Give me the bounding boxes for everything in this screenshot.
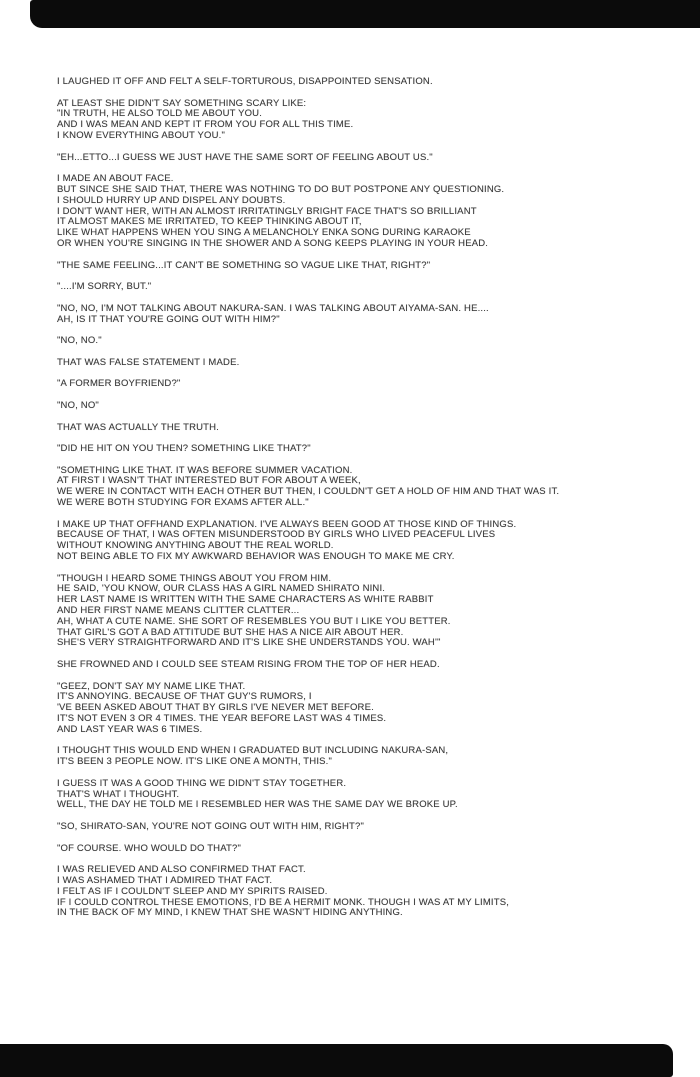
text-line: IN THE BACK OF MY MIND, I KNEW THAT SHE WASN'T HIDING ANYTHING. <box>57 907 403 919</box>
text-line: I LAUGHED IT OFF AND FELT A SELF-TORTUROUS, DISAPPOINTED SENSATION. <box>57 76 433 87</box>
text-line: OR WHEN YOU'RE SINGING IN THE SHOWER AND A SONG KEEPS PLAYING IN YOUR HEAD. <box>57 237 489 249</box>
text-line: "NO, NO" <box>57 399 99 411</box>
text-line: THAT'S WHAT I THOUGHT. <box>57 788 180 800</box>
text-line: AH, IS IT THAT YOU'RE GOING OUT WITH HIM?" <box>57 313 280 325</box>
text-line: "SO, SHIRATO-SAN, YOU'RE NOT GOING OUT WITH HIM, RIGHT?" <box>57 820 365 832</box>
text-line: "NO, NO, I'M NOT TALKING ABOUT NAKURA-SAN. I WAS TALKING ABOUT AIYAMA-SAN. HE.... <box>57 302 489 314</box>
text-line: WE WERE IN CONTACT WITH EACH OTHER BUT THEN, I COULDN'T GET A HOLD OF HIM AND THAT WAS IT. <box>57 486 560 498</box>
text-line: "OF COURSE. WHO WOULD DO THAT?" <box>57 842 242 854</box>
text-line: AT LEAST SHE DIDN'T SAY SOMETHING SCARY LIKE: <box>57 97 307 109</box>
text-line: I WAS RELIEVED AND ALSO CONFIRMED THAT FACT. <box>57 864 306 876</box>
text-line: THAT WAS ACTUALLY THE TRUTH. <box>57 421 219 433</box>
text-line: I SHOULD HURRY UP AND DISPEL ANY DOUBTS. <box>57 194 286 206</box>
text-line: I MAKE UP THAT OFFHAND EXPLANATION. I'VE ALWAYS BEEN GOOD AT THOSE KIND OF THINGS. <box>57 518 517 530</box>
text-line: I FELT AS IF I COULDN'T SLEEP AND MY SPIRITS RAISED. <box>57 885 328 897</box>
text-line <box>57 142 690 153</box>
text-line: BECAUSE OF THAT, I WAS OFTEN MISUNDERSTOOD BY GIRLS WHO LIVED PEACEFUL LIVES <box>57 529 496 541</box>
text-line: "THOUGH I HEARD SOME THINGS ABOUT YOU FROM HIM. <box>57 572 332 584</box>
text-line <box>57 833 690 844</box>
text-line: "GEEZ, DON'T SAY MY NAME LIKE THAT. <box>57 680 246 692</box>
text-line: 'VE BEEN ASKED ABOUT THAT BY GIRLS I'VE NEVER MET BEFORE. <box>57 702 374 714</box>
text-line <box>57 325 690 336</box>
text-line: AND HER FIRST NAME MEANS CLITTER CLATTER... <box>57 605 300 617</box>
text-line: LIKE WHAT HAPPENS WHEN YOU SING A MELANCHOLY ENKA SONG DURING KARAOKE <box>57 227 471 239</box>
scan-edge-top-bar <box>30 0 700 28</box>
text-line <box>57 271 690 282</box>
text-line: I DON'T WANT HER, WITH AN ALMOST IRRITATINGLY BRIGHT FACE THAT'S SO BRILLIANT <box>57 205 477 217</box>
text-line: BUT SINCE SHE SAID THAT, THERE WAS NOTHING TO DO BUT POSTPONE ANY QUESTIONING. <box>57 183 505 195</box>
text-line: WITHOUT KNOWING ANYTHING ABOUT THE REAL WORLD. <box>57 540 334 552</box>
text-line: AND LAST YEAR WAS 6 TIMES. <box>57 723 203 735</box>
text-line: IF I COULD CONTROL THESE EMOTIONS, I'D BE A HERMIT MONK. THOUGH I WAS AT MY LIMITS, <box>57 896 510 908</box>
text-line: AND I WAS MEAN AND KEPT IT FROM YOU FOR ALL THIS TIME. <box>57 119 354 131</box>
text-line <box>57 412 690 423</box>
text-line: "SOMETHING LIKE THAT. IT WAS BEFORE SUMMER VACATION. <box>57 464 353 476</box>
text-line: SHE'S VERY STRAIGHTFORWARD AND IT'S LIKE SHE UNDERSTANDS YOU. WAH'" <box>57 637 441 649</box>
text-line: THAT WAS FALSE STATEMENT I MADE. <box>57 356 240 368</box>
text-line <box>57 88 690 99</box>
text-line <box>57 390 690 401</box>
scan-edge-bottom-bar <box>0 1044 673 1077</box>
text-line: I THOUGHT THIS WOULD END WHEN I GRADUATED BUT INCLUDING NAKURA-SAN, <box>57 745 449 757</box>
text-line: "DID HE HIT ON YOU THEN? SOMETHING LIKE THAT?" <box>57 443 311 455</box>
text-line: AT FIRST I WASN'T THAT INTERESTED BUT FOR ABOUT A WEEK, <box>57 475 361 487</box>
text-line: THAT GIRL'S GOT A BAD ATTITUDE BUT SHE HAS A NICE AIR ABOUT HER. <box>57 626 404 638</box>
text-line: "....I'M SORRY, BUT." <box>57 281 152 293</box>
text-line: IT'S NOT EVEN 3 OR 4 TIMES. THE YEAR BEFORE LAST WAS 4 TIMES. <box>57 713 387 725</box>
text-line: SHE FROWNED AND I COULD SEE STEAM RISING FROM THE TOP OF HER HEAD. <box>57 659 440 671</box>
text-line: I KNOW EVERYTHING ABOUT YOU." <box>57 129 226 141</box>
text-line: IT ALMOST MAKES ME IRRITATED, TO KEEP THINKING ABOUT IT, <box>57 216 362 228</box>
text-line: WE WERE BOTH STUDYING FOR EXAMS AFTER ALL." <box>57 497 309 509</box>
text-line: NOT BEING ABLE TO FIX MY AWKWARD BEHAVIOR WAS ENOUGH TO MAKE ME CRY. <box>57 551 455 563</box>
text-line: "THE SAME FEELING...IT CAN'T BE SOMETHING SO VAGUE LIKE THAT, RIGHT?" <box>57 259 431 271</box>
text-line: I MADE AN ABOUT FACE. <box>57 173 174 185</box>
text-line: I WAS ASHAMED THAT I ADMIRED THAT FACT. <box>57 874 273 886</box>
text-line: AH, WHAT A CUTE NAME. SHE SORT OF RESEMBLES YOU BUT I LIKE YOU BETTER. <box>57 615 451 627</box>
text-line: "EH...ETTO...I GUESS WE JUST HAVE THE SAME SORT OF FEELING ABOUT US." <box>57 151 433 163</box>
text-line: IT'S ANNOYING. BECAUSE OF THAT GUY'S RUMORS, I <box>57 691 312 703</box>
text-line: HE SAID, 'YOU KNOW, OUR CLASS HAS A GIRL NAMED SHIRATO NINI. <box>57 583 386 595</box>
text-line: "IN TRUTH, HE ALSO TOLD ME ABOUT YOU. <box>57 108 263 120</box>
text-line: IT'S BEEN 3 PEOPLE NOW. IT'S LIKE ONE A MONTH, THIS." <box>57 756 333 768</box>
text-line: I GUESS IT WAS A GOOD THING WE DIDN'T STAY TOGETHER. <box>57 777 347 789</box>
text-line: HER LAST NAME IS WRITTEN WITH THE SAME CHARACTERS AS WHITE RABBIT <box>57 594 434 606</box>
page-text <box>57 77 690 919</box>
text-line: WELL, THE DAY HE TOLD ME I RESEMBLED HER WAS THE SAME DAY WE BROKE UP. <box>57 799 458 811</box>
text-line <box>57 250 690 261</box>
text-line <box>57 671 690 682</box>
text-line: "NO, NO." <box>57 335 102 347</box>
text-line: "A FORMER BOYFRIEND?" <box>57 378 181 390</box>
